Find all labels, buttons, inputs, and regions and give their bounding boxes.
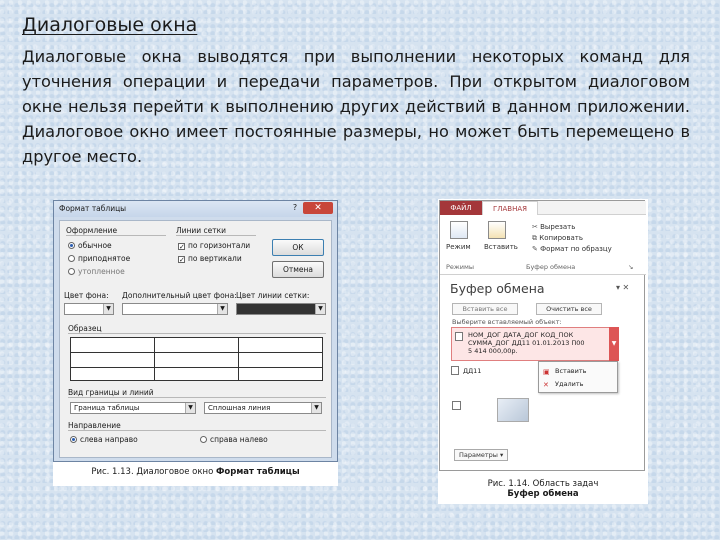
access-item-icon <box>455 332 463 341</box>
figure1-caption: Рис. 1.13. Диалоговое окно Формат таблицы <box>91 467 300 477</box>
format-table-dialog <box>53 200 338 462</box>
radio-sunken[interactable]: утопленное <box>68 267 125 276</box>
clipboard-pane-title: Буфер обмена <box>450 281 545 296</box>
radio-rtl[interactable]: справа налево <box>200 435 268 444</box>
dialog-body <box>59 220 332 458</box>
gridline-color-combo[interactable] <box>236 303 326 315</box>
group-style-label: Оформление <box>66 226 118 235</box>
paste-button-label[interactable]: Вставить <box>484 243 518 251</box>
clear-all-button[interactable]: Очистить все <box>536 303 602 315</box>
context-delete[interactable]: ✕ Удалить <box>543 380 584 389</box>
chevron-down-icon: ▼ <box>185 403 195 413</box>
mode-button-label[interactable]: Режим <box>446 243 471 251</box>
radio-selected-icon <box>70 436 77 443</box>
paste-icon: ▣ <box>543 368 550 376</box>
chevron-down-icon[interactable]: ▼ <box>609 327 619 361</box>
clipboard-hint: Выберите вставляемый объект: <box>452 318 562 326</box>
checkbox-horizontal[interactable]: ✓ по горизонтали <box>179 241 251 251</box>
sample-preview <box>70 337 323 381</box>
scissors-icon: ✂ <box>532 223 541 231</box>
group-gridlines-label: Линии сетки <box>176 226 227 235</box>
pane-controls-icon[interactable]: ▾ ✕ <box>616 283 630 292</box>
clipboard-item-icon[interactable] <box>452 401 461 410</box>
copy-button[interactable]: ⧉ Копировать <box>532 234 583 242</box>
direction-label: Направление <box>68 421 121 430</box>
context-paste[interactable]: ▣ Вставить <box>543 367 587 376</box>
line-style-combo[interactable]: Сплошная линия ▼ <box>204 402 322 414</box>
group-clipboard-label: Буфер обмена <box>526 263 576 271</box>
alt-bg-color-combo[interactable] <box>122 303 228 315</box>
slide-title: Диалоговые окна <box>22 14 198 36</box>
radio-icon <box>68 255 75 262</box>
bg-color-combo[interactable] <box>64 303 114 315</box>
figure-format-table <box>53 200 338 486</box>
dialog-title: Формат таблицы <box>59 204 127 213</box>
radio-raised[interactable]: приподнятое <box>68 254 130 263</box>
format-painter-button[interactable]: ✎ Формат по образцу <box>532 245 612 253</box>
context-menu <box>538 361 618 393</box>
alt-bg-color-label: Дополнительный цвет фона: <box>122 291 237 300</box>
image-thumbnail[interactable] <box>497 398 529 422</box>
chevron-down-icon: ▼ <box>217 304 227 314</box>
slide-paragraph: Диалоговые окна выводятся при выполнении некоторых команд для уточнения операции и передачи параметров. При открытом диалоговом окне нельзя перейти к выполнению других действий в данном приложении. Диалоговое окно имеет постоянные размеры, но может быть перемещено в другое место. <box>22 47 690 166</box>
checkbox-checked-icon: ✓ <box>179 256 185 264</box>
brush-icon: ✎ <box>532 245 541 253</box>
copy-icon: ⧉ <box>532 234 540 242</box>
ribbon <box>440 215 646 275</box>
close-icon[interactable]: ✕ <box>303 202 333 214</box>
view-mode-icon[interactable] <box>450 221 468 239</box>
dialog-titlebar[interactable] <box>54 201 337 217</box>
tab-file[interactable]: ФАЙЛ <box>440 201 482 215</box>
border-style-label: Вид границы и линий <box>68 388 154 397</box>
bg-color-label: Цвет фона: <box>64 291 109 300</box>
clipboard-window <box>439 200 645 471</box>
chevron-down-icon: ▼ <box>315 304 325 314</box>
parameters-button[interactable]: Параметры ▾ <box>454 449 508 461</box>
cancel-button[interactable]: Отмена <box>272 261 324 278</box>
delete-icon: ✕ <box>543 381 549 389</box>
group-modes-label: Режимы <box>446 263 475 271</box>
tab-home[interactable]: ГЛАВНАЯ <box>482 201 538 216</box>
sample-label: Образец <box>68 324 102 333</box>
chevron-down-icon: ▼ <box>311 403 321 413</box>
dialog-launcher-icon[interactable]: ↘ <box>628 263 634 271</box>
radio-normal[interactable]: обычное <box>68 241 112 250</box>
clipboard-item[interactable]: ДД11 <box>451 366 481 375</box>
help-icon[interactable]: ? <box>292 203 298 212</box>
gridline-color-label: Цвет линии сетки: <box>236 291 310 300</box>
chevron-down-icon: ▼ <box>103 304 113 314</box>
paste-all-button[interactable]: Вставить все <box>452 303 518 315</box>
ribbon-tabs <box>440 201 646 215</box>
figure-clipboard-pane <box>438 199 648 504</box>
border-combo[interactable]: Граница таблицы ▼ <box>70 402 196 414</box>
clipboard-item[interactable] <box>451 327 619 361</box>
cut-button[interactable]: ✂ Вырезать <box>532 223 576 231</box>
ok-button[interactable]: ОК <box>272 239 324 256</box>
radio-icon <box>68 268 75 275</box>
paste-icon[interactable] <box>488 221 506 239</box>
access-item-icon <box>451 366 459 375</box>
checkbox-vertical[interactable]: ✓ по вертикали <box>179 254 242 264</box>
clipboard-item-text: НОМ_ДОГ ДАТА_ДОГ КОД_ПОК СУММА_ДОГ ДД11 01.01.2013 П00 5 414 000,00р. <box>468 331 585 355</box>
radio-ltr[interactable]: слева направо <box>70 435 138 444</box>
radio-icon <box>200 436 207 443</box>
checkbox-checked-icon: ✓ <box>179 243 185 251</box>
radio-selected-icon <box>68 242 75 249</box>
figure2-caption: Рис. 1.14. Область задач Буфер обмена <box>487 479 599 499</box>
